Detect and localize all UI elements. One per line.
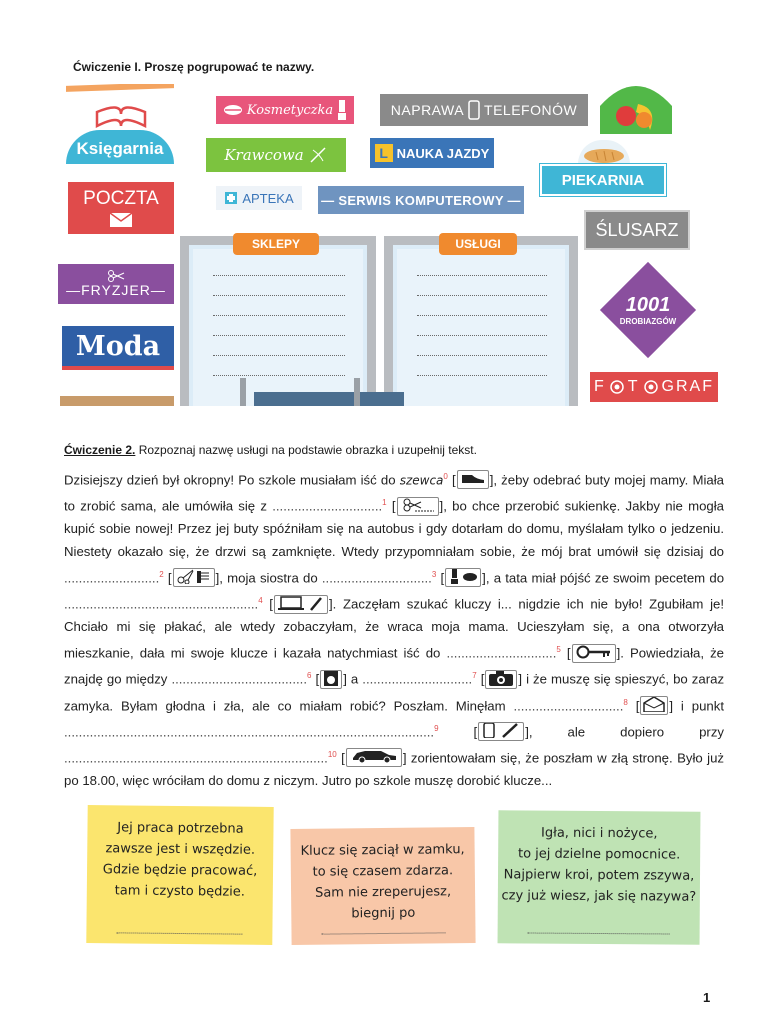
answer-line[interactable] (321, 932, 445, 934)
services-column (384, 236, 578, 406)
exercise-2-title: Ćwiczenie 2. Rozpoznaj nazwę usługi na podstawie obrazka i uzupełnij tekst. (64, 443, 477, 457)
answer-line[interactable] (213, 275, 345, 276)
answer-line[interactable] (528, 933, 670, 935)
lens-icon (644, 380, 658, 394)
blank-10[interactable]: ........................................................................ (64, 750, 328, 766)
answer-line[interactable] (417, 315, 547, 316)
blank-5[interactable]: .............................. (446, 645, 557, 661)
scissors-comb-icon (173, 568, 215, 587)
blank-7[interactable]: .............................. (362, 671, 473, 687)
decor-band (60, 396, 174, 406)
riddle-card: Igła, nici i nożyce, to jej dzielne pomocnice. Najpierw kroi, potem zszywa, czy już wiesz, jak się nazywa? (498, 810, 701, 944)
lipstick-icon (337, 100, 347, 120)
services-tag: USŁUGI (439, 233, 517, 255)
lens-icon (610, 380, 624, 394)
blank-9[interactable]: ..................................................................................................... (64, 724, 435, 740)
exercise-2-text: Dzisiejszy dzień był okropny! Po szkole musiałam iść do szewca$^0$ [ ], żeby odebrać buty mojej mamy. Miała to zrobić sama, ale umówiła się z ..............................$^1$ [ ], bo chce przerobić sukienkę. Jakby nie mogła kupić sobie nowej! Przez jej buty spóźniłam się na autobus i gdy dotarłam do domu, myślałam tylko o jedzeniu. Niestety okazało się, że drzwi są zamknięte. Wtedy przypomniałam sobie, że mój brat umówił się dzisiaj do ..........................$^2$ [ ], moja siostra do ..............................$^3$ [ ], a tata miał pójść ze swoim pecetem do .....................................................$^4$ [ ]. Zaczęłam szukać kluczy i... nigdzie ich nie było! Zgubiłam je! Chciało mi się płakać, ale wtedy zobaczyłam, że wraca moja mama. Ucieszyłam się, a ona otworzyła mieszkanie, dała mi swoje klucze i kazała natychmiast iść do ..............................$^5$ [ ]. Powiedziała, że znajdę go między .....................................$^6$ [ ] a ..............................$^7$ [ ] i że muszę się spieszyć, bo zaraz zamyka. Byłam głodna i zła, ale co miałam robić? Poszłam. Minęłam ..............................$^8$ [ ] i punkt .....................................................................................................$^9$ [ ], ale dopiero przy ........................................................................$^{10}$ [ ] zorientowałam się, że poszłam w złą stronę. Było już po 18.00, więc wróciłam do domu z niczym. Jutro po szkole muszę dorobić klucze... (64, 472, 725, 789)
scissors-icon (107, 270, 125, 282)
learner-l-icon: L (375, 144, 393, 162)
phone-icon (468, 100, 480, 120)
example-answer: szewca (399, 473, 444, 488)
blank-8[interactable]: .............................. (513, 697, 624, 713)
key-icon (572, 644, 616, 663)
book-icon (94, 106, 148, 130)
envelope-icon (109, 212, 133, 228)
mail-icon (640, 696, 668, 715)
phone-repair-icon (478, 722, 524, 741)
answer-line[interactable] (417, 275, 547, 276)
sign-ksiegarnia: Księgarnia (66, 106, 174, 164)
answer-line[interactable] (213, 375, 345, 376)
sign-fryzjer: —FRYZJER— (58, 264, 174, 304)
blank-2[interactable]: .......................... (64, 570, 160, 586)
car-icon (346, 748, 402, 767)
exercise-1-illustration (58, 84, 722, 406)
shops-column (180, 236, 376, 406)
blank-4[interactable]: ..................................................... (64, 596, 259, 612)
sign-1001-drobiazgow: 1001 DROBIAZGÓW (600, 262, 696, 358)
blank-1[interactable]: .............................. (272, 498, 383, 514)
sign-nauka-jazdy: L NAUKA JAZDY (370, 138, 494, 168)
sign-krawcowa: Krawcowa (206, 138, 346, 172)
answer-line[interactable] (417, 295, 547, 296)
answer-line[interactable] (116, 932, 242, 934)
riddle-card: Klucz się zaciął w zamku, to się czasem zdarza. Sam nie zreperujesz, biegnij po (290, 827, 475, 945)
sign-serwis-komputerowy: — SERWIS KOMPUTEROWY — (318, 186, 524, 214)
needle-icon (308, 145, 328, 165)
decor-bar (66, 84, 174, 92)
sign-fotograf: F T GRAF (590, 372, 718, 402)
answer-line[interactable] (213, 315, 345, 316)
sign-apteka: APTEKA (216, 186, 302, 210)
sign-piekarnia: PIEKARNIA (540, 140, 666, 198)
fruit-sign (600, 86, 672, 134)
lips-icon (223, 104, 243, 116)
answer-line[interactable] (417, 355, 547, 356)
riddle-card: Jej praca potrzebna zawsze jest i wszędzie. Gdzie będzie pracować, tam i czysto będzie. (86, 805, 273, 945)
answer-line[interactable] (213, 295, 345, 296)
sign-moda: Moda (62, 326, 174, 370)
answer-line[interactable] (213, 355, 345, 356)
answer-line[interactable] (417, 335, 547, 336)
fruit-icon (600, 86, 672, 134)
sign-kosmetyczka: Kosmetyczka (216, 96, 354, 124)
shops-tag: SKLEPY (233, 233, 319, 255)
pharmacy-icon (224, 191, 238, 205)
camera-icon (485, 670, 517, 689)
blank-3[interactable]: .............................. (321, 570, 432, 586)
shoe-icon (457, 470, 489, 489)
sign-poczta: POCZTA (68, 182, 174, 234)
sign-slusarz: ŚLUSARZ (584, 210, 690, 250)
washing-machine-icon (320, 670, 342, 689)
page-number: 1 (703, 990, 711, 1005)
door (254, 392, 404, 406)
exercise-1-title: Ćwiczenie I. Proszę pogrupować te nazwy. (73, 60, 315, 74)
blank-6[interactable]: ..................................... (171, 671, 308, 687)
cosmetics-icon (445, 568, 481, 587)
sewing-scissors-icon (397, 497, 439, 516)
bread-icon (578, 140, 630, 164)
answer-line[interactable] (213, 335, 345, 336)
laptop-screwdriver-icon (274, 595, 328, 614)
sign-naprawa-telefonow: NAPRAWA TELEFONÓW (380, 94, 588, 126)
answer-line[interactable] (417, 375, 547, 376)
